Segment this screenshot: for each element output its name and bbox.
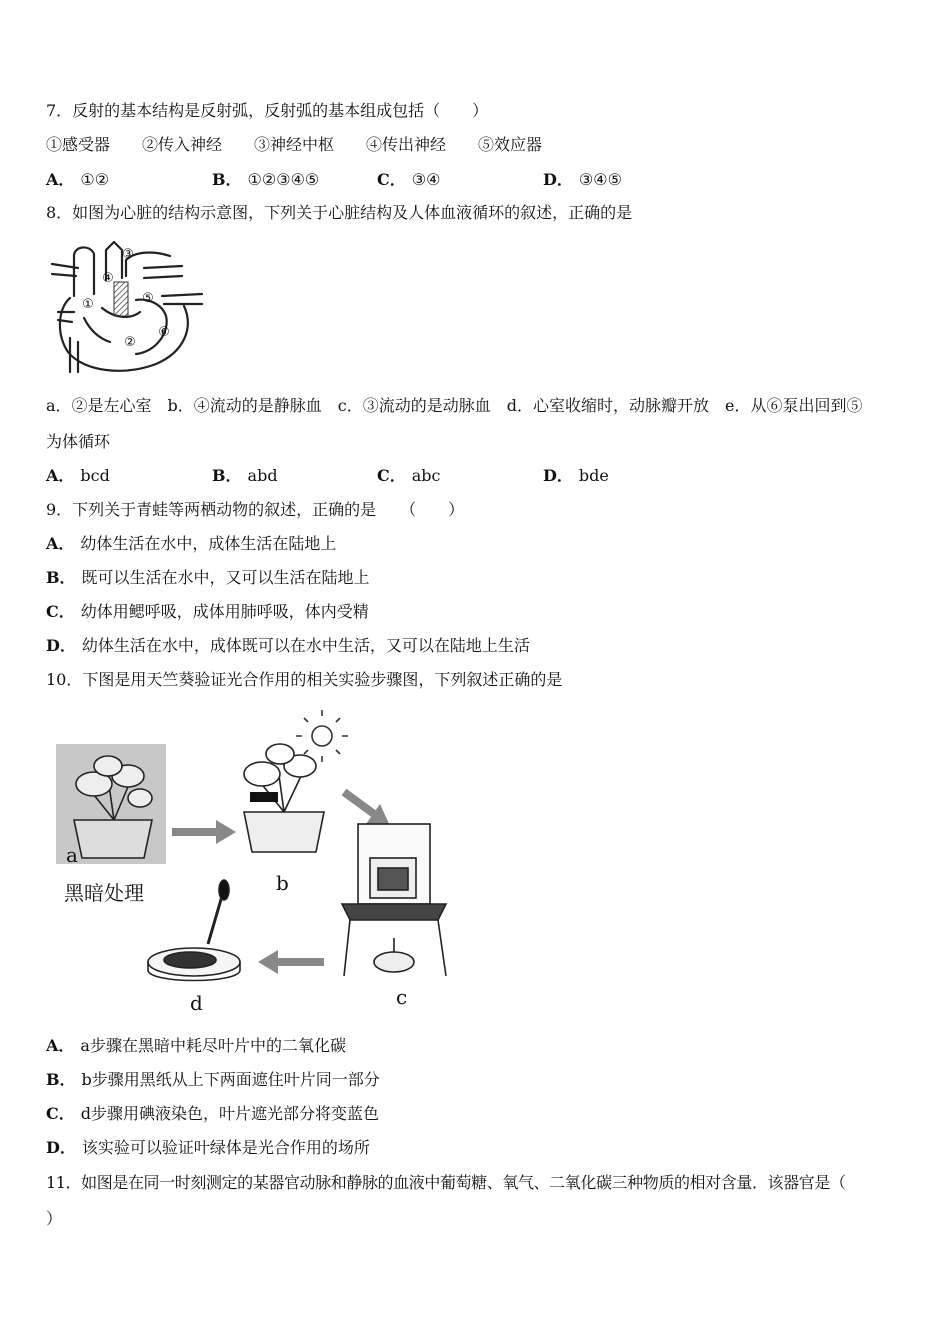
q8-option-c: C． abc [377,466,441,485]
q7-option-b: B． ①②③④⑤ [212,170,320,189]
q7-option-c: C． ③④ [377,170,441,189]
q7-option-a: A． ①② [46,170,110,189]
q9-option-d: D． 幼体生活在水中，成体既可以在水中生活，又可以在陆地上生活 [46,636,530,655]
q9-option-b: B． 既可以生活在水中，又可以生活在陆地上 [46,568,370,587]
q7-stem: 7．反射的基本结构是反射弧，反射弧的基本组成包括（ ） [46,101,489,120]
heart-label-5: ⑤ [142,291,154,306]
label-d: d [190,991,203,1015]
caption-dark-treatment: 黑暗处理 [64,881,144,905]
q9-option-c: C． 幼体用鳃呼吸，成体用肺呼吸，体内受精 [46,602,369,621]
q8-statements-line1: a．②是左心室 b．④流动的是静脉血 c．③流动的是动脉血 d．心室收缩时，动脉瓣开放 e．从⑥泵出回到⑤ [46,396,863,415]
q8-option-a: A． bcd [46,466,110,485]
label-c: c [396,985,408,1009]
q10-option-c: C． d步骤用碘液染色，叶片遮光部分将变蓝色 [46,1104,379,1123]
q7-option-d: D． ③④⑤ [543,170,622,189]
q9-stem: 9．下列关于青蛙等两栖动物的叙述，正确的是 （ ） [46,500,465,519]
label-a: a [66,843,78,867]
q7-items: ①感受器 ②传入神经 ③神经中枢 ④传出神经 ⑤效应器 [46,135,543,154]
q10-option-d: D． 该实验可以验证叶绿体是光合作用的场所 [46,1138,370,1157]
q10-stem: 10．下图是用天竺葵验证光合作用的相关实验步骤图，下列叙述正确的是 [46,670,563,689]
heart-label-1: ① [82,297,94,312]
q9-option-a: A． 幼体生活在水中，成体生活在陆地上 [46,534,337,553]
sun-icon [296,710,348,762]
heart-label-3: ③ [122,247,134,262]
heart-label-2: ② [124,335,136,350]
q11-stem-line1: 11．如图是在同一时刻测定的某器官动脉和静脉的血液中葡萄糖、氧气、二氧化碳三种物质的相对含量．该器官是（ [46,1173,846,1192]
heart-label-4: ④ [102,271,114,286]
q11-stem-line2: ） [46,1209,63,1228]
heart-label-6: ⑥ [158,325,170,340]
q8-option-b: B． abd [212,466,278,485]
arrow-a-to-b [216,820,236,844]
q10-option-a: A． a步骤在黑暗中耗尽叶片中的二氧化碳 [46,1036,346,1055]
q10-option-b: B． b步骤用黑纸从上下两面遮住叶片同一部分 [46,1070,380,1089]
q8-option-d: D． bde [543,466,609,485]
arrow-c-to-d [258,950,278,974]
q8-statements-line2: 为体循环 [46,432,111,451]
heart-diagram [44,238,208,378]
label-b: b [276,871,289,895]
photosynthesis-experiment-figure [44,708,456,1016]
q8-stem: 8．如图为心脏的结构示意图，下列关于心脏结构及人体血液循环的叙述，正确的是 [46,203,633,222]
black-paper-cover [250,792,278,802]
